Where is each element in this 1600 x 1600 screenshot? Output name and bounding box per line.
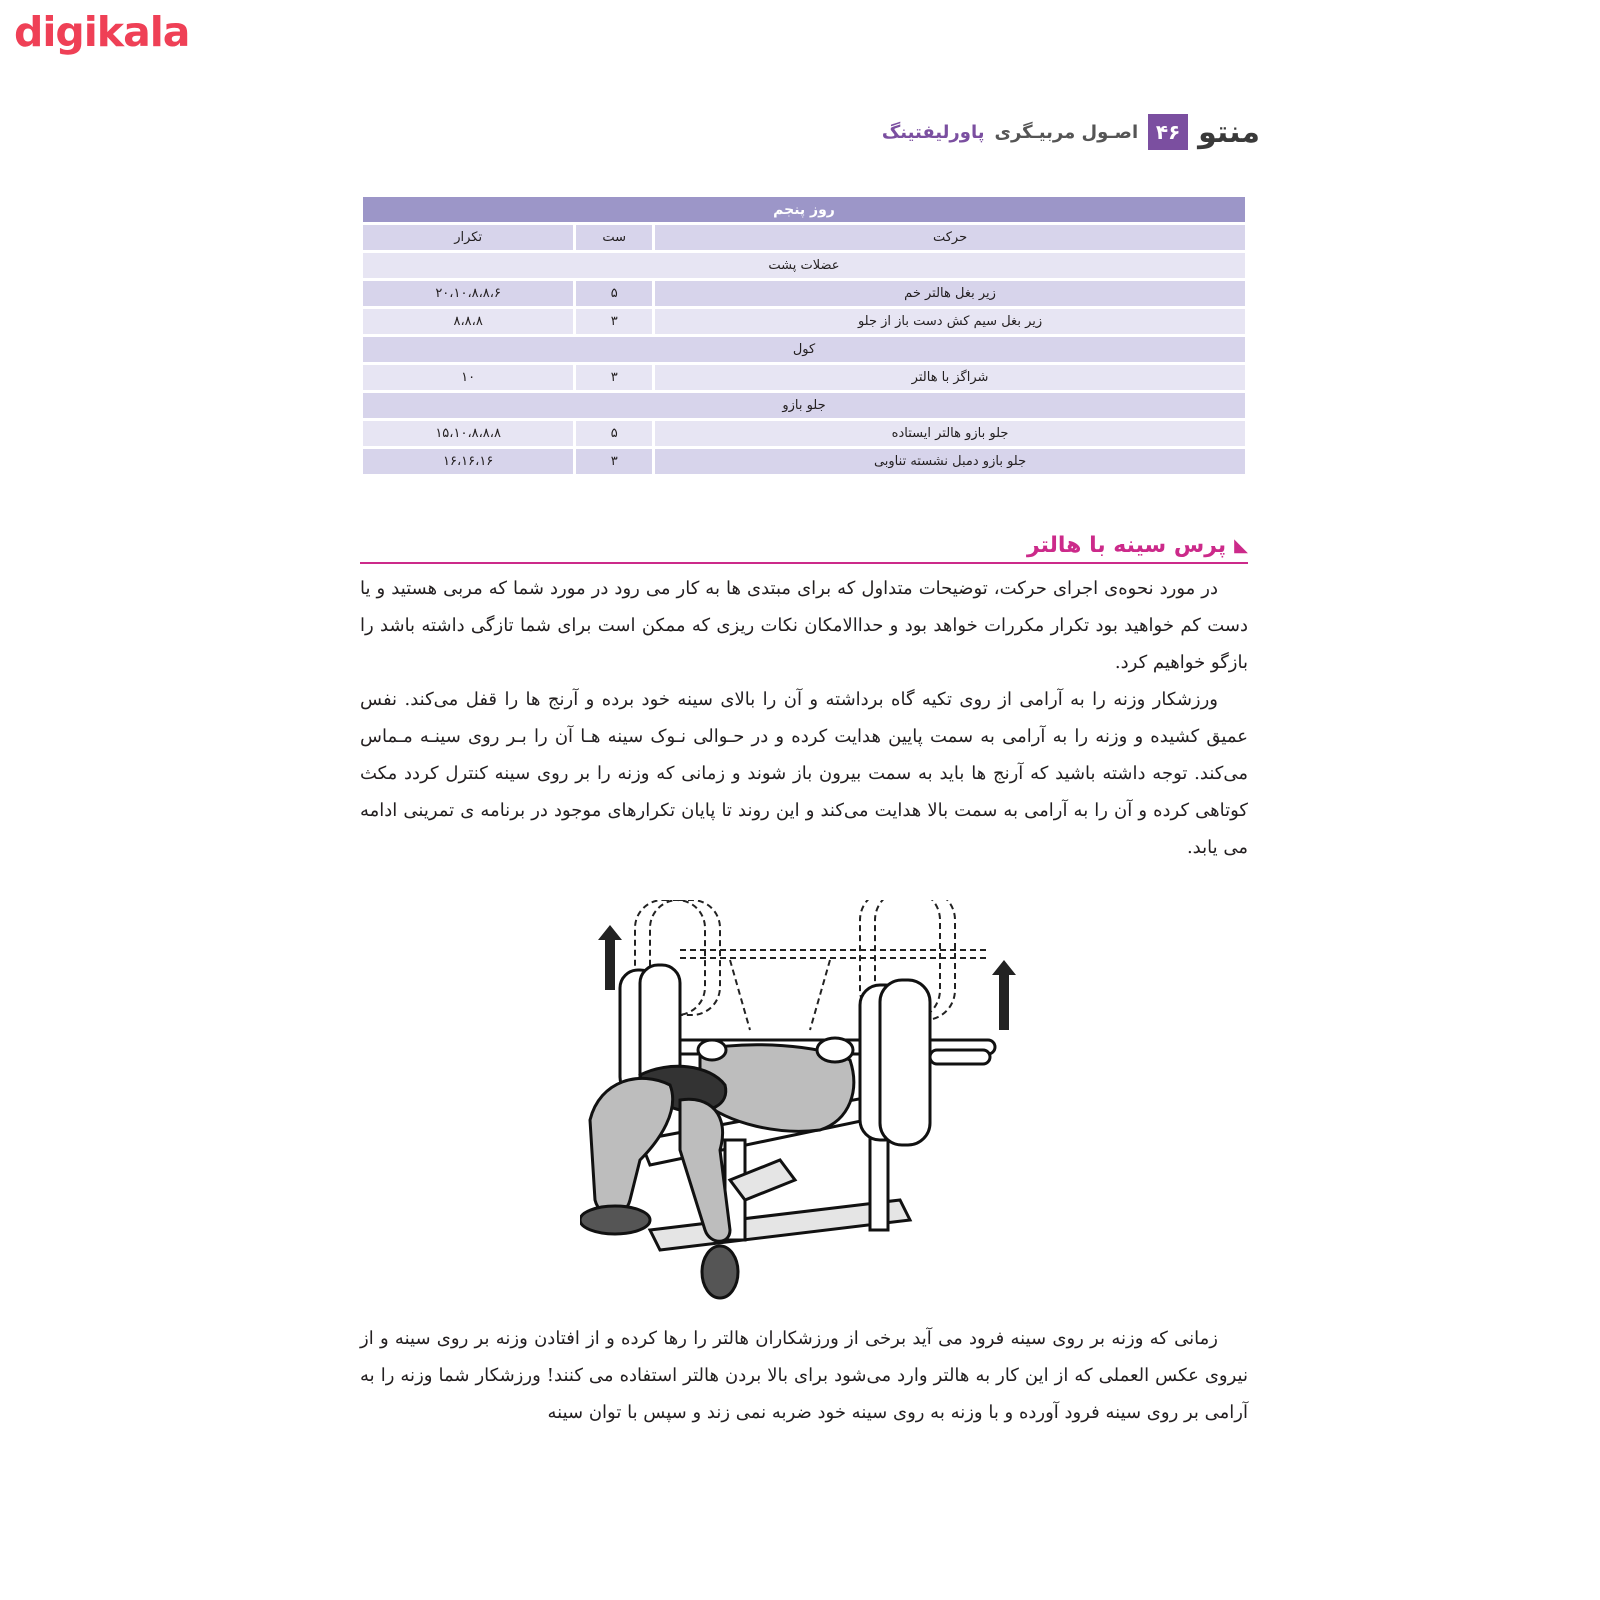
table-row — [363, 449, 1245, 474]
page-number: ۴۶ — [1148, 114, 1188, 150]
bench-press-drawing — [580, 900, 1030, 1320]
table-row — [363, 421, 1245, 446]
column-header-sets: ست — [576, 225, 652, 250]
table-title-row — [363, 197, 1245, 222]
cell-exercise: زیر بغل سیم کش دست باز از جلو — [655, 309, 1245, 334]
cell-exercise: زیر بغل هالتر خم — [655, 281, 1245, 306]
cell-sets: ۵ — [576, 421, 652, 446]
cell-reps: ۱۵،۱۰،۸،۸،۸ — [363, 421, 573, 446]
workout-table — [360, 194, 1248, 477]
bench-press-illustration — [580, 900, 1030, 1320]
book-title: اصـول مربیـگری — [994, 121, 1139, 143]
cell-exercise: جلو بازو دمبل نشسته تناوبی — [655, 449, 1245, 474]
body-text-upper — [360, 570, 1248, 866]
group-label: جلو بازو — [363, 393, 1245, 418]
section-title: پرس سینه با هالتر — [1026, 532, 1227, 558]
cell-reps: ۱۶،۱۶،۱۶ — [363, 449, 573, 474]
column-header-reps: تکرار — [363, 225, 573, 250]
book-title-accent: پاورلیفتینگ — [881, 121, 985, 143]
table-title: روز پنجم — [363, 197, 1245, 222]
paragraph: در مورد نحوه‌ی اجرای حرکت، توضیحات متداول که برای مبتدی ها به کار می رود در مورد شما که مربی هستید و یا دست کم خواهید بود تکرار مکررات خواهد بود و حداالامکان نکات ریزی که ممکن است برای شما تازگی داشته باشد را بازگو خواهیم کرد. — [360, 578, 1248, 673]
cell-sets: ۳ — [576, 449, 652, 474]
cell-sets: ۳ — [576, 365, 652, 390]
table-group-row — [363, 253, 1245, 278]
upper-barbell-ghost — [635, 900, 990, 1030]
page-header — [880, 112, 1260, 152]
table-group-row — [363, 393, 1245, 418]
group-label: کول — [363, 337, 1245, 362]
section-heading — [360, 528, 1248, 564]
column-header-exercise: حرکت — [655, 225, 1245, 250]
table-row — [363, 365, 1245, 390]
cell-exercise: شراگز با هالتر — [655, 365, 1245, 390]
digikala-watermark-logo: digikala — [14, 8, 190, 56]
triangle-marker-icon: ◣ — [1234, 534, 1248, 556]
table-header-row — [363, 225, 1245, 250]
body-text-lower — [360, 1320, 1248, 1431]
paragraph: ورزشکار وزنه را به آرامی از روی تکیه گاه برداشته و آن را بالای سینه خود برده و آرنج ها را قفل می‌کند. نفس عمیق کشیده و وزنه را به آرامی به سمت پایین هدایت کرده و در حـوالی نـوک سینه هـا آن را بـر روی سینـه مـماس می‌کند. توجه داشته باشید که آرنج ها باید به سمت بیرون باز شوند و زمانی که وزنه را بر روی سینه کنترل کردد مکث کوتاهی کرده و آن را به آرامی به سمت بالا هدایت می‌کند و این روند تا پایان تکرارهای موجود در برنامه ی تمرینی ادامه می یابد. — [360, 689, 1248, 858]
cell-sets: ۳ — [576, 309, 652, 334]
table-row — [363, 309, 1245, 334]
table-group-row — [363, 337, 1245, 362]
paragraph: زمانی که وزنه بر روی سینه فرود می آید برخی از ورزشکاران هالتر را رها کرده و از افتادن وزنه بر روی سینه و از نیروی عکس العملی که از این کار به هالتر وارد می‌شود برای بالا بردن هالتر استفاده می کنند! ورزشکار شما وزنه را به آرامی بر روی سینه فرود آورده و با وزنه به روی سینه خود ضربه نمی زند و سپس با توان سینه — [360, 1328, 1248, 1423]
cell-reps: ۸،۸،۸ — [363, 309, 573, 334]
cell-sets: ۵ — [576, 281, 652, 306]
table-row — [363, 281, 1245, 306]
publisher-logo: ﻣﻨﺘﻮ — [1198, 114, 1260, 150]
cell-reps: ۲۰،۱۰،۸،۸،۶ — [363, 281, 573, 306]
cell-reps: ۱۰ — [363, 365, 573, 390]
cell-exercise: جلو بازو هالتر ایستاده — [655, 421, 1245, 446]
group-label: عضلات پشت — [363, 253, 1245, 278]
